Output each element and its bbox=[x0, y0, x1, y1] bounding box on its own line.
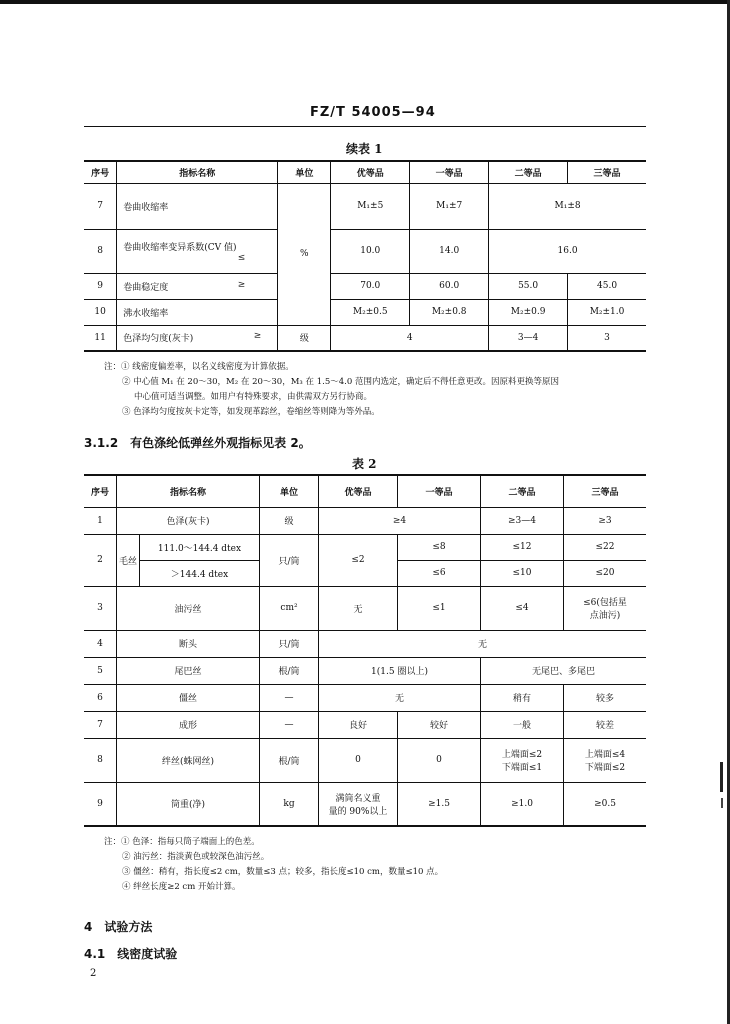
note-line: ③ 僵丝：稍有，指长度≤2 cm，数量≤3 点；较多，指长度≤10 cm，数量≤10 点。 bbox=[122, 867, 444, 877]
table-row bbox=[84, 738, 646, 782]
cell-second: ≤10 bbox=[481, 560, 564, 586]
cell-third-line: 上端面≤4 bbox=[584, 750, 626, 760]
cell-first: ≤8 bbox=[398, 534, 481, 560]
row-no: 10 bbox=[84, 299, 117, 325]
cell-first: M₂±0.8 bbox=[410, 299, 489, 325]
cell-first: M₁±7 bbox=[410, 183, 489, 229]
cell-second: M₂±0.9 bbox=[489, 299, 568, 325]
table-row bbox=[84, 630, 646, 657]
cell-second-line: 下端面≤1 bbox=[501, 763, 543, 773]
row-name: 油污丝 bbox=[117, 586, 260, 630]
cell-third: 3 bbox=[568, 325, 646, 351]
col-header-grade-third: 三等品 bbox=[564, 475, 647, 507]
row-no: 9 bbox=[84, 273, 117, 299]
row-unit: 根/筒 bbox=[260, 738, 319, 782]
section-4-heading: 4 试验方法 bbox=[84, 920, 153, 934]
row-name: 卷曲收缩率 bbox=[117, 183, 278, 229]
row-unit: — bbox=[260, 684, 319, 711]
cell-second-third: M₁±8 bbox=[489, 183, 646, 229]
cell-third bbox=[564, 738, 647, 782]
col-header-grade-first: 一等品 bbox=[410, 161, 489, 183]
scan-mark bbox=[720, 762, 723, 792]
cell-superior: 无 bbox=[319, 586, 398, 630]
cell-superior: ≤2 bbox=[319, 534, 398, 586]
header-rule bbox=[84, 126, 646, 127]
table2 bbox=[84, 474, 646, 827]
note-line: 注：① 线密度偏差率，以名义线密度为计算依据。 bbox=[104, 362, 294, 372]
cell-first: 60.0 bbox=[410, 273, 489, 299]
cell-third: 较差 bbox=[564, 711, 647, 738]
cell-second: 3—4 bbox=[489, 325, 568, 351]
col-header-grade-second: 二等品 bbox=[489, 161, 568, 183]
row-no: 8 bbox=[84, 738, 117, 782]
row-name-suffix: ≤ bbox=[237, 252, 246, 263]
table-row bbox=[84, 273, 646, 299]
cell-third: ≥0.5 bbox=[564, 782, 647, 826]
cell-third: ≤22 bbox=[564, 534, 647, 560]
cell-second-third: 无尾巴、多尾巴 bbox=[481, 657, 647, 684]
row-name-text: 色泽均匀度(灰卡) bbox=[123, 334, 194, 345]
row-name: 僵丝 bbox=[117, 684, 260, 711]
row-no: 9 bbox=[84, 782, 117, 826]
standard-header: FZ/T 54005—94 bbox=[310, 105, 436, 120]
col-header-unit: 单位 bbox=[260, 475, 319, 507]
table-header-row bbox=[84, 161, 646, 183]
row-name-text: 卷曲收缩率变异系数(CV 值) bbox=[123, 242, 237, 253]
row-unit: 只/筒 bbox=[260, 534, 319, 586]
row-name: 断头 bbox=[117, 630, 260, 657]
cell-second: 一般 bbox=[481, 711, 564, 738]
page-number: 2 bbox=[90, 968, 97, 979]
note-line: 中心值可适当调整。如用户有特殊要求，由供需双方另行协商。 bbox=[134, 392, 373, 402]
row-unit: 根/筒 bbox=[260, 657, 319, 684]
row-name bbox=[117, 229, 278, 273]
row-unit: 级 bbox=[278, 325, 331, 351]
row-unit: 只/筒 bbox=[260, 630, 319, 657]
col-header-no: 序号 bbox=[84, 161, 117, 183]
scan-mark-small bbox=[721, 798, 723, 808]
col-header-grade-third: 三等品 bbox=[568, 161, 646, 183]
cell-superior: M₁±5 bbox=[331, 183, 410, 229]
row-name-text: 卷曲稳定度 bbox=[123, 282, 169, 293]
row-name bbox=[117, 273, 278, 299]
row-name-suffix: ≥ bbox=[237, 279, 246, 290]
row-no: 2 bbox=[84, 534, 117, 586]
table-row bbox=[84, 657, 646, 684]
row-no: 6 bbox=[84, 684, 117, 711]
table-row bbox=[84, 229, 646, 273]
col-header-grade-first: 一等品 bbox=[398, 475, 481, 507]
table-row bbox=[84, 299, 646, 325]
row-unit: cm² bbox=[260, 586, 319, 630]
cell-first: 14.0 bbox=[410, 229, 489, 273]
cell-superior-first: 无 bbox=[319, 684, 481, 711]
note-line: ② 油污丝：指淡黄色或较深色油污丝。 bbox=[122, 852, 270, 862]
cell-superior: M₂±0.5 bbox=[331, 299, 410, 325]
row-sub-name: ＞144.4 dtex bbox=[140, 560, 260, 586]
row-unit: — bbox=[260, 711, 319, 738]
cell-superior bbox=[319, 782, 398, 826]
cell-second-line: 上端面≤2 bbox=[501, 750, 543, 760]
cell-second: 55.0 bbox=[489, 273, 568, 299]
table-row bbox=[84, 684, 646, 711]
cell-superior-first: 1(1.5 圈以上) bbox=[319, 657, 481, 684]
col-header-grade-superior: 优等品 bbox=[319, 475, 398, 507]
cell-superior-first: 4 bbox=[331, 325, 489, 351]
col-header-name: 指标名称 bbox=[117, 475, 260, 507]
cell-superior-line: 满筒名义重 bbox=[335, 793, 381, 804]
row-name: 沸水收缩率 bbox=[117, 299, 278, 325]
cell-first: 较好 bbox=[398, 711, 481, 738]
cell-first: ≥1.5 bbox=[398, 782, 481, 826]
cell-third-line: ≤6(包括星 bbox=[583, 598, 627, 608]
cell-superior: 良好 bbox=[319, 711, 398, 738]
row-no: 8 bbox=[84, 229, 117, 273]
cell-superior-line: 量的 90%以上 bbox=[328, 806, 388, 817]
cell-superior: 10.0 bbox=[331, 229, 410, 273]
table-row bbox=[84, 586, 646, 630]
row-no: 1 bbox=[84, 507, 117, 534]
row-name-suffix: ≥ bbox=[253, 331, 262, 342]
cell-third: ≥3 bbox=[564, 507, 647, 534]
row-name bbox=[117, 325, 278, 351]
section-3-1-2: 3.1.2 有色涤纶低弹丝外观指标见表 2。 bbox=[84, 436, 311, 450]
note-line: ② 中心值 M₁ 在 20～30，M₂ 在 20～30，M₃ 在 1.5～4.0 范围内选定，确定后不得任意更改。因原料更换等原因 bbox=[122, 377, 559, 387]
note-line: ③ 色泽均匀度按灰卡定等，如发现革踪丝，卷缩丝等则降为等外品。 bbox=[122, 407, 380, 417]
row-unit: 级 bbox=[260, 507, 319, 534]
cell-third: 45.0 bbox=[568, 273, 646, 299]
row-name: 成形 bbox=[117, 711, 260, 738]
table2-caption: 表 2 bbox=[352, 457, 377, 471]
cell-first: ≤1 bbox=[398, 586, 481, 630]
cell-second: 稍有 bbox=[481, 684, 564, 711]
col-header-no: 序号 bbox=[84, 475, 117, 507]
cell-second bbox=[481, 738, 564, 782]
cell-third: 较多 bbox=[564, 684, 647, 711]
col-header-grade-superior: 优等品 bbox=[331, 161, 410, 183]
table1-caption: 续表 1 bbox=[346, 142, 383, 156]
cell-third bbox=[564, 586, 647, 630]
row-name: 绊丝(蛛网丝) bbox=[117, 738, 260, 782]
scan-top-border bbox=[0, 0, 730, 4]
row-no: 3 bbox=[84, 586, 117, 630]
table-row bbox=[84, 782, 646, 826]
row-no: 7 bbox=[84, 183, 117, 229]
table-row bbox=[84, 711, 646, 738]
cell-second-third: 16.0 bbox=[489, 229, 646, 273]
note-line: ④ 绊丝长度≥2 cm 开始计算。 bbox=[122, 882, 241, 892]
table-row bbox=[84, 183, 646, 229]
cell-third: M₂±1.0 bbox=[568, 299, 646, 325]
note-line: 注：① 色泽：指每只筒子端面上的色差。 bbox=[104, 837, 260, 847]
row-group: 毛丝 bbox=[117, 534, 140, 586]
row-name: 尾巴丝 bbox=[117, 657, 260, 684]
col-header-unit: 单位 bbox=[278, 161, 331, 183]
table-header-row bbox=[84, 475, 646, 507]
row-name: 色泽(灰卡) bbox=[117, 507, 260, 534]
cell-superior: 70.0 bbox=[331, 273, 410, 299]
col-header-grade-second: 二等品 bbox=[481, 475, 564, 507]
cell-first: 0 bbox=[398, 738, 481, 782]
unit-percent: % bbox=[278, 183, 331, 325]
cell-third-line: 点油污) bbox=[589, 611, 621, 621]
table1-notes bbox=[104, 360, 644, 420]
section-4-1-heading: 4.1 线密度试验 bbox=[84, 947, 178, 961]
cell-second: ≤12 bbox=[481, 534, 564, 560]
row-no: 11 bbox=[84, 325, 117, 351]
cell-first: ≤6 bbox=[398, 560, 481, 586]
cell-second: ≤4 bbox=[481, 586, 564, 630]
table-row bbox=[84, 534, 646, 560]
row-sub-name: 111.0～144.4 dtex bbox=[140, 534, 260, 560]
table-row bbox=[84, 325, 646, 351]
row-no: 7 bbox=[84, 711, 117, 738]
table-row bbox=[84, 507, 646, 534]
table1 bbox=[84, 160, 646, 352]
row-no: 4 bbox=[84, 630, 117, 657]
cell-superior: 0 bbox=[319, 738, 398, 782]
row-unit: kg bbox=[260, 782, 319, 826]
row-no: 5 bbox=[84, 657, 117, 684]
cell-third: ≤20 bbox=[564, 560, 647, 586]
row-name: 筒重(净) bbox=[117, 782, 260, 826]
cell-third-line: 下端面≤2 bbox=[584, 763, 626, 773]
cell-all-grades: 无 bbox=[319, 630, 647, 657]
cell-superior-first: ≥4 bbox=[319, 507, 481, 534]
cell-second: ≥1.0 bbox=[481, 782, 564, 826]
table2-notes bbox=[104, 835, 644, 895]
col-header-name: 指标名称 bbox=[117, 161, 278, 183]
cell-second: ≥3—4 bbox=[481, 507, 564, 534]
